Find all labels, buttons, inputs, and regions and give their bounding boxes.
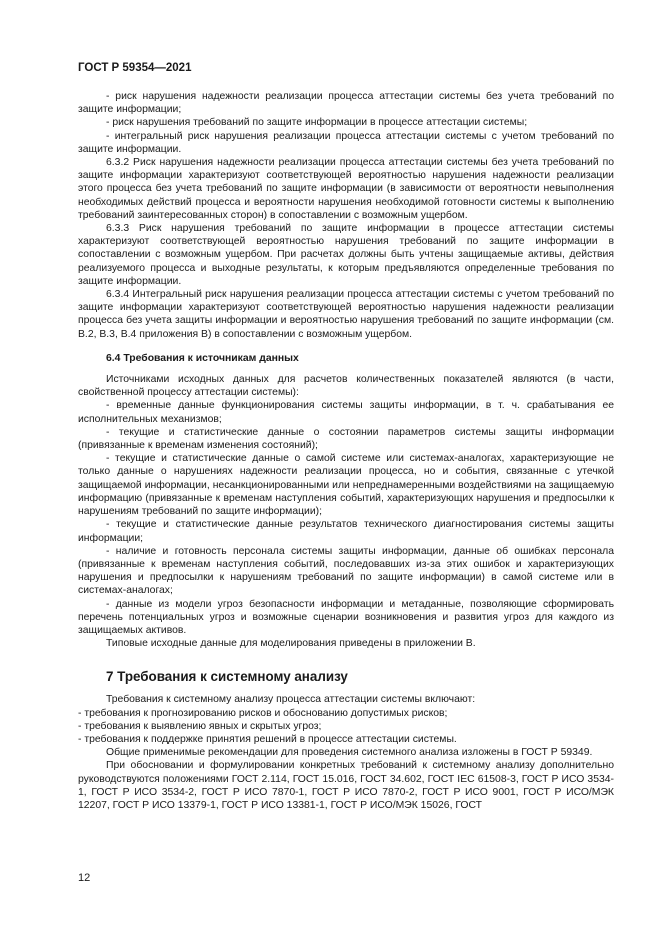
paragraph: - наличие и готовность персонала системы защиты информации, данные об ошибках персонала (привязанные к временам наступления событий, последовавших из-за этих ошибок и характеризующих нарушения и предпосылки к нарушениям требований по защите информации) в самой системе или в системах-аналогах;	[78, 545, 614, 597]
paragraph: - данные из модели угроз безопасности информации и метаданные, позволяющие сформировать перечень потенциальных угроз и возможные сценарии возникновения и развития угроз для каждого из защищаемых активов.	[78, 598, 614, 636]
paragraph: - риск нарушения требований по защите информации в процессе аттестации системы;	[106, 117, 528, 129]
paragraph: 6.3.2 Риск нарушения надежности реализации процесса аттестации системы без учета требований по защите информации характеризуют соответствующей вероятностью нарушения надежности реализации этого процесса без учета требований по защите информации (в зависимости от вероятности невыполнения необходимых действий процесса и вероятности нарушения необходимой готовности системы к выполнению требований заинтересованных сторон) в сопоставлении с возможным ущербом.	[78, 157, 614, 221]
paragraph: Общие применимые рекомендации для проведения системного анализа изложены в ГОСТ Р 59349.	[106, 747, 593, 759]
paragraph: - интегральный риск нарушения реализации процесса аттестации системы с учетом требований по защите информации.	[78, 130, 614, 155]
paragraph: - риск нарушения надежности реализации процесса аттестации системы без учета требований по защите информации;	[78, 91, 614, 116]
paragraph: Типовые исходные данные для моделирования приведены в приложении В.	[106, 638, 476, 650]
section-heading: 6.4 Требования к источникам данных	[106, 352, 299, 364]
paragraph: Источниками исходных данных для расчетов количественных показателей являются (в части, свойственной процессу аттестации системы):	[78, 374, 614, 399]
paragraph: - текущие и статистические данные о состоянии параметров системы защиты информации (привязанные к временам изменения состояний);	[78, 426, 614, 452]
paragraph: Требования к системному анализу процесса аттестации системы включают:	[106, 694, 476, 706]
paragraph: - временные данные функционирования системы защиты информации, в т. ч. срабатывания ее исполнительных механизмов;	[78, 400, 614, 425]
paragraph: - текущие и статистические данные о самой системе или системах-аналогах, характеризующие не только данные о нарушениях надежности реализации процесса, но и события, связанные с утечкой защищаемой информации, несанкционированными или непреднамеренными воздействиями на защищаемую информацию (привязанные к временам наступления событий, характеризующих нарушения и предпосылки к нарушениям требований по защите информации);	[78, 453, 614, 518]
paragraph: - требования к прогнозированию рисков и обоснованию допустимых рисков;	[78, 707, 448, 719]
chapter-heading: 7 Требования к системному анализу	[106, 669, 348, 685]
paragraph: При обосновании и формулировании конкретных требований к системному анализу дополнительно руководствуются положениями ГОСТ 2.114, ГОСТ 15.016, ГОСТ 34.602, ГОСТ IEC 61508-3, ГОСТ Р ИСО 3534-1, ГОСТ Р ИСО 3534-2, ГОСТ Р ИСО 7870-1, ГОСТ Р ИСО 7870-2, ГОСТ Р ИСО 9001, ГОСТ Р ИСО/МЭК 12207, ГОСТ Р ИСО 13379-1, ГОСТ Р ИСО 13381-1, ГОСТ Р ИСО/МЭК 15026, ГОСТ	[78, 760, 614, 811]
document-body	[78, 90, 614, 812]
document-header: ГОСТ Р 59354—2021	[78, 62, 192, 74]
page-number: 12	[78, 872, 91, 884]
paragraph: - текущие и статистические данные результатов технического диагностирования системы защиты информации;	[78, 519, 614, 544]
paragraph: - требования к поддержке принятия решений в процессе аттестации системы.	[78, 733, 457, 745]
paragraph: 6.3.4 Интегральный риск нарушения реализации процесса аттестации системы с учетом требований по защите информации характеризуют соответствующей вероятностью нарушения надежности реализации процесса без учета защиты информации и вероятностью нарушения требований по защите информации (см. В.2, В.3, В.4 приложения В) в сопоставлении с возможным ущербом.	[78, 289, 614, 340]
paragraph: 6.3.3 Риск нарушения требований по защите информации в процессе аттестации системы характеризуют соответствующей вероятностью нарушения требований по защите информации в сопоставлении с возможным ущербом. При расчетах должны быть учтены защищаемые активы, действия реализуемого процесса и выходные результаты, к которым предъявляются определенные требования по защите информации.	[78, 223, 614, 287]
paragraph: - требования к выявлению явных и скрытых угроз;	[78, 720, 322, 732]
